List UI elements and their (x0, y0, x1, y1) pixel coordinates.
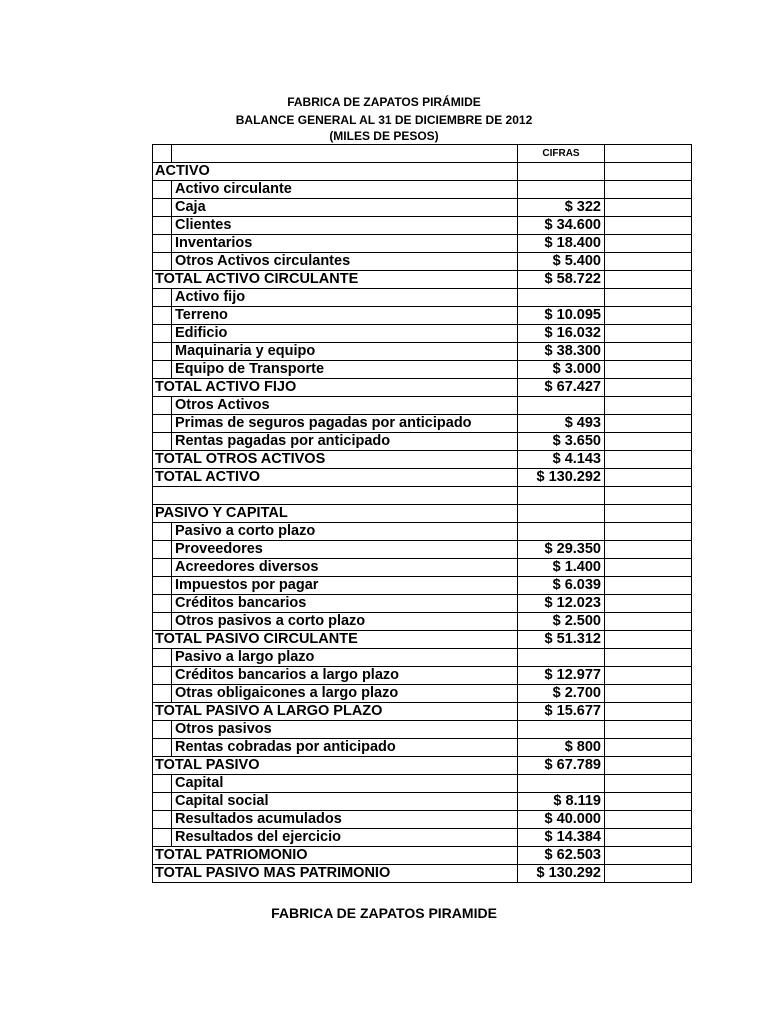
table-row (153, 829, 692, 847)
item-label: Equipo de Transporte (172, 361, 518, 379)
amount-cell (518, 523, 605, 541)
table-row (153, 289, 692, 307)
amount-cell: $ 2.500 (518, 613, 605, 631)
extra-cell (605, 577, 692, 595)
item-label: Créditos bancarios (172, 595, 518, 613)
extra-cell (605, 721, 692, 739)
table-row (153, 253, 692, 271)
amount-cell: $ 18.400 (518, 235, 605, 253)
indent-cell (153, 739, 172, 757)
extra-cell (605, 307, 692, 325)
indent-cell (153, 415, 172, 433)
extra-cell (605, 487, 692, 505)
extra-cell (605, 631, 692, 649)
indent-cell (153, 433, 172, 451)
item-label: Otras obligaicones a largo plazo (172, 685, 518, 703)
extra-cell (605, 541, 692, 559)
amount-cell: $ 3.000 (518, 361, 605, 379)
extra-cell (605, 613, 692, 631)
amount-cell (518, 649, 605, 667)
indent-cell (153, 253, 172, 271)
indent-cell (153, 307, 172, 325)
item-label: Créditos bancarios a largo plazo (172, 667, 518, 685)
item-label: Clientes (172, 217, 518, 235)
indent-cell (153, 793, 172, 811)
indent-cell (153, 685, 172, 703)
extra-cell (605, 235, 692, 253)
report-title: BALANCE GENERAL AL 31 DE DICIEMBRE DE 2012 (235, 113, 533, 127)
item-label: Otros Activos (172, 397, 518, 415)
amount-cell: $ 493 (518, 415, 605, 433)
indent-cell (153, 217, 172, 235)
table-row (153, 865, 692, 883)
table-row (153, 559, 692, 577)
column-header-cifras: CIFRAS (518, 145, 605, 163)
table-row (153, 541, 692, 559)
indent-cell (153, 541, 172, 559)
extra-cell (605, 163, 692, 181)
indent-cell (153, 667, 172, 685)
amount-cell: $ 51.312 (518, 631, 605, 649)
amount-cell (518, 487, 605, 505)
indent-cell (153, 199, 172, 217)
table-row (153, 685, 692, 703)
extra-cell (605, 469, 692, 487)
extra-cell (605, 739, 692, 757)
header-extra-cell (605, 145, 692, 163)
table-row (153, 523, 692, 541)
indent-cell (153, 775, 172, 793)
amount-cell: $ 29.350 (518, 541, 605, 559)
amount-cell (518, 397, 605, 415)
report-units: (MILES DE PESOS) (329, 129, 439, 143)
amount-cell: $ 322 (518, 199, 605, 217)
extra-cell (605, 757, 692, 775)
extra-cell (605, 595, 692, 613)
amount-cell: $ 62.503 (518, 847, 605, 865)
amount-cell (518, 289, 605, 307)
table-row (153, 181, 692, 199)
extra-cell (605, 433, 692, 451)
extra-cell (605, 289, 692, 307)
indent-cell (153, 559, 172, 577)
table-row (153, 667, 692, 685)
table-row (153, 361, 692, 379)
indent-cell (153, 235, 172, 253)
table-row (153, 451, 692, 469)
table-row (153, 631, 692, 649)
extra-cell (605, 505, 692, 523)
extra-cell (605, 181, 692, 199)
item-label: Terreno (172, 307, 518, 325)
total-label: TOTAL PASIVO (153, 757, 518, 775)
indent-cell (153, 649, 172, 667)
amount-cell: $ 12.977 (518, 667, 605, 685)
table-row (153, 271, 692, 289)
item-label: Pasivo a corto plazo (172, 523, 518, 541)
indent-cell (153, 181, 172, 199)
table-row (153, 505, 692, 523)
table-row (153, 235, 692, 253)
company-name: FABRICA DE ZAPATOS PIRÁMIDE (287, 95, 481, 109)
extra-cell (605, 775, 692, 793)
item-label: Inventarios (172, 235, 518, 253)
item-label: Activo fijo (172, 289, 518, 307)
indent-cell (153, 289, 172, 307)
indent-cell (153, 595, 172, 613)
extra-cell (605, 667, 692, 685)
extra-cell (605, 649, 692, 667)
table-row (153, 703, 692, 721)
extra-cell (605, 343, 692, 361)
item-label: Resultados del ejercicio (172, 829, 518, 847)
table-row (153, 757, 692, 775)
table-row (153, 595, 692, 613)
item-label (153, 487, 518, 505)
header-label-cell (172, 145, 518, 163)
item-label: Impuestos por pagar (172, 577, 518, 595)
item-label: Primas de seguros pagadas por anticipado (172, 415, 518, 433)
amount-cell: $ 4.143 (518, 451, 605, 469)
indent-cell (153, 361, 172, 379)
total-label: TOTAL PASIVO CIRCULANTE (153, 631, 518, 649)
item-label: Capital (172, 775, 518, 793)
total-label: TOTAL ACTIVO (153, 469, 518, 487)
table-row (153, 811, 692, 829)
indent-cell (153, 829, 172, 847)
amount-cell: $ 12.023 (518, 595, 605, 613)
amount-cell (518, 775, 605, 793)
amount-cell: $ 5.400 (518, 253, 605, 271)
item-label: Capital social (172, 793, 518, 811)
header-blank-cell (153, 145, 172, 163)
extra-cell (605, 199, 692, 217)
table-row (153, 379, 692, 397)
section-label: ACTIVO (153, 163, 518, 181)
total-label: TOTAL OTROS ACTIVOS (153, 451, 518, 469)
extra-cell (605, 217, 692, 235)
extra-cell (605, 685, 692, 703)
total-label: TOTAL PASIVO A LARGO PLAZO (153, 703, 518, 721)
extra-cell (605, 325, 692, 343)
table-row (153, 649, 692, 667)
amount-cell: $ 130.292 (518, 865, 605, 883)
extra-cell (605, 415, 692, 433)
item-label: Activo circulante (172, 181, 518, 199)
extra-cell (605, 523, 692, 541)
extra-cell (605, 793, 692, 811)
table-row (153, 793, 692, 811)
table-row (153, 343, 692, 361)
amount-cell: $ 6.039 (518, 577, 605, 595)
table-row (153, 325, 692, 343)
indent-cell (153, 343, 172, 361)
total-label: TOTAL ACTIVO CIRCULANTE (153, 271, 518, 289)
extra-cell (605, 271, 692, 289)
indent-cell (153, 397, 172, 415)
amount-cell: $ 34.600 (518, 217, 605, 235)
item-label: Otros Activos circulantes (172, 253, 518, 271)
indent-cell (153, 811, 172, 829)
balance-sheet-table (152, 144, 692, 883)
amount-cell: $ 38.300 (518, 343, 605, 361)
table-row (153, 775, 692, 793)
extra-cell (605, 847, 692, 865)
section-label: PASIVO Y CAPITAL (153, 505, 518, 523)
amount-cell: $ 1.400 (518, 559, 605, 577)
amount-cell: $ 14.384 (518, 829, 605, 847)
amount-cell: $ 800 (518, 739, 605, 757)
extra-cell (605, 559, 692, 577)
table-row (153, 163, 692, 181)
table-row (153, 721, 692, 739)
amount-cell (518, 721, 605, 739)
table-row (153, 739, 692, 757)
table-row (153, 487, 692, 505)
table-row (153, 199, 692, 217)
total-label: TOTAL ACTIVO FIJO (153, 379, 518, 397)
amount-cell: $ 40.000 (518, 811, 605, 829)
amount-cell: $ 3.650 (518, 433, 605, 451)
table-row (153, 847, 692, 865)
amount-cell: $ 10.095 (518, 307, 605, 325)
item-label: Acreedores diversos (172, 559, 518, 577)
item-label: Edificio (172, 325, 518, 343)
amount-cell (518, 505, 605, 523)
indent-cell (153, 523, 172, 541)
footer-title: FABRICA DE ZAPATOS PIRAMIDE (271, 905, 497, 921)
amount-cell: $ 58.722 (518, 271, 605, 289)
item-label: Otros pasivos (172, 721, 518, 739)
extra-cell (605, 361, 692, 379)
extra-cell (605, 451, 692, 469)
indent-cell (153, 577, 172, 595)
extra-cell (605, 703, 692, 721)
table-row (153, 433, 692, 451)
table-row (153, 415, 692, 433)
extra-cell (605, 379, 692, 397)
item-label: Caja (172, 199, 518, 217)
table-row (153, 613, 692, 631)
item-label: Rentas pagadas por anticipado (172, 433, 518, 451)
amount-cell: $ 15.677 (518, 703, 605, 721)
extra-cell (605, 829, 692, 847)
extra-cell (605, 253, 692, 271)
item-label: Rentas cobradas por anticipado (172, 739, 518, 757)
table-row (153, 307, 692, 325)
amount-cell (518, 163, 605, 181)
total-label: TOTAL PATRIOMONIO (153, 847, 518, 865)
header-row (153, 145, 692, 163)
total-label: TOTAL PASIVO MAS PATRIMONIO (153, 865, 518, 883)
amount-cell (518, 181, 605, 199)
item-label: Pasivo a largo plazo (172, 649, 518, 667)
amount-cell: $ 8.119 (518, 793, 605, 811)
indent-cell (153, 325, 172, 343)
extra-cell (605, 397, 692, 415)
indent-cell (153, 613, 172, 631)
item-label: Maquinaria y equipo (172, 343, 518, 361)
extra-cell (605, 811, 692, 829)
item-label: Proveedores (172, 541, 518, 559)
amount-cell: $ 130.292 (518, 469, 605, 487)
extra-cell (605, 865, 692, 883)
amount-cell: $ 16.032 (518, 325, 605, 343)
table-row (153, 217, 692, 235)
amount-cell: $ 67.427 (518, 379, 605, 397)
table-row (153, 469, 692, 487)
amount-cell: $ 67.789 (518, 757, 605, 775)
indent-cell (153, 721, 172, 739)
item-label: Otros pasivos a corto plazo (172, 613, 518, 631)
table-row (153, 397, 692, 415)
amount-cell: $ 2.700 (518, 685, 605, 703)
table-row (153, 577, 692, 595)
item-label: Resultados acumulados (172, 811, 518, 829)
